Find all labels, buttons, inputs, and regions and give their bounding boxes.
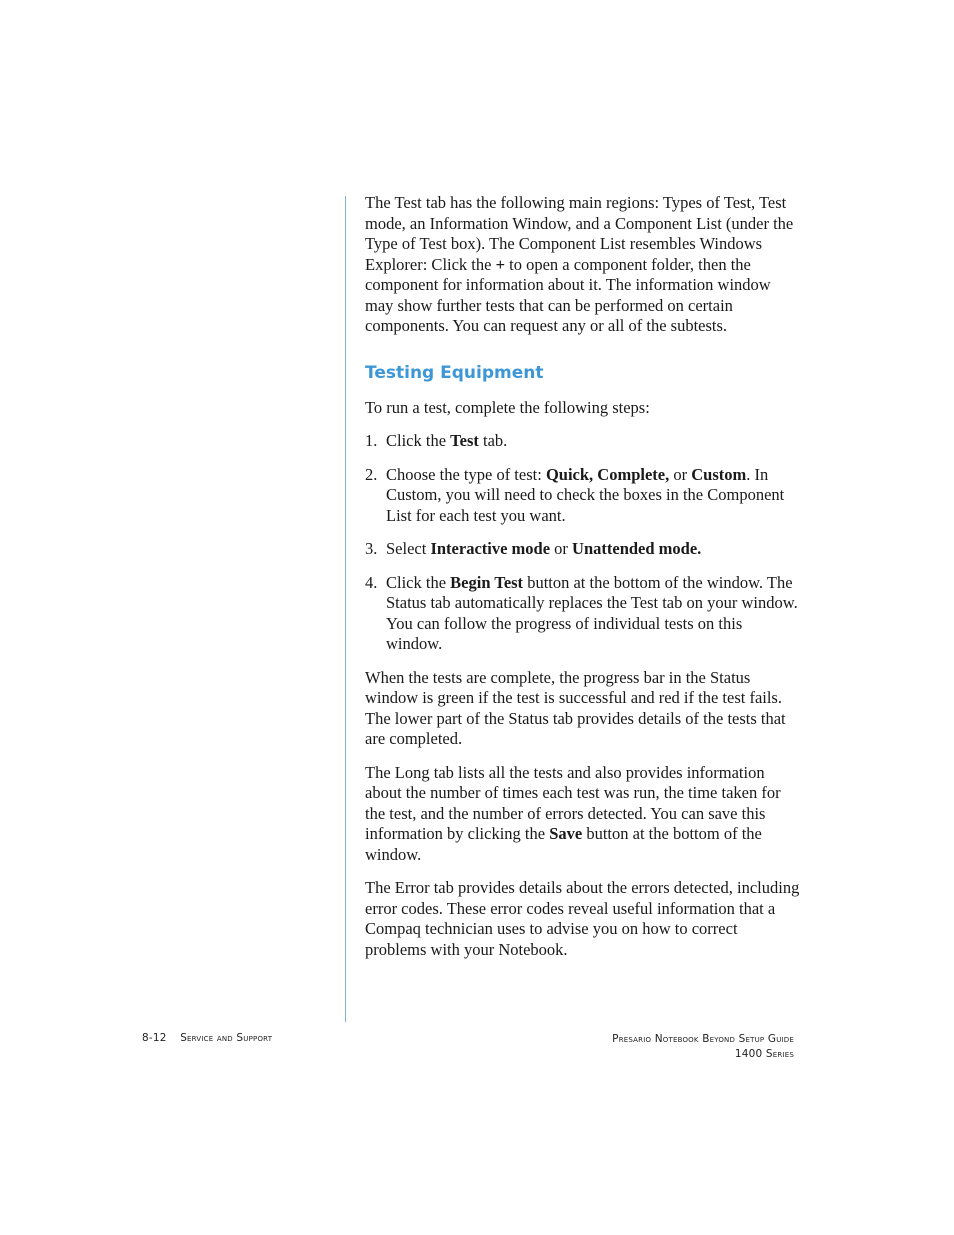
step-bold: Unattended mode. [572, 539, 702, 558]
steps-list [365, 431, 800, 655]
step-text: Choose the type of test: [386, 464, 546, 484]
footer-left [142, 1032, 272, 1044]
step-text: . In Custom, you will need to check the boxes in the Component List for each test you want. [386, 464, 785, 525]
step-item [365, 431, 800, 452]
step-bold: Custom [691, 464, 747, 484]
status-paragraph: When the tests are complete, the progress bar in the Status window is green if the test is successful and red if the test fails. The lower part of the Status tab provides details of the tests that are completed. [365, 667, 786, 748]
long-text-1: The Long tab lists all the tests and also provides information about the number of times each test was run, the time taken for the test, and the number of errors detected. You can save this information by clicking the [365, 762, 781, 843]
main-content [365, 193, 800, 973]
step-text: or [550, 539, 573, 558]
footer-book-title: Presario Notebook Beyond Setup Guide [612, 1033, 794, 1045]
footer-right [612, 1032, 794, 1062]
step-text: button at the bottom of the window. The Status tab automatically replaces the Test tab on your window. You can follow the progress of individual tests on this window. [386, 572, 798, 653]
margin-rule [345, 196, 346, 1022]
footer-section-title: Service and Support [180, 1032, 273, 1044]
step-bold: Interactive mode [430, 539, 551, 558]
steps-lead: To run a test, complete the following steps: [365, 397, 650, 417]
step-item [365, 465, 800, 527]
step-number: 1. [365, 431, 378, 450]
step-item [365, 539, 800, 560]
step-number: 2. [365, 464, 378, 484]
step-bold: Begin Test [450, 572, 524, 592]
section-heading: Testing Equipment [365, 362, 544, 383]
step-text: tab. [478, 431, 508, 450]
intro-paragraph [365, 193, 800, 337]
page-number: 8-12 [142, 1032, 167, 1044]
step-text: Select [386, 539, 431, 558]
long-tab-paragraph [365, 763, 800, 866]
step-text: or [669, 464, 692, 484]
footer-series: 1400 Series [734, 1048, 794, 1060]
error-tab-paragraph: The Error tab provides details about the errors detected, including error codes. These error codes reveal useful information that a Compaq technician uses to advise you on how to correct problems with your Notebook. [365, 878, 800, 959]
step-bold: Test [450, 431, 479, 450]
long-text-2: button at the bottom of the window. [365, 824, 762, 864]
step-number: 4. [365, 572, 378, 592]
plus-symbol: + [495, 254, 505, 274]
step-text: Click the [386, 431, 451, 450]
save-bold: Save [549, 824, 583, 843]
intro-text-1: The Test tab has the following main regions: Types of Test, Test mode, an Information Window, and a Component List (under the Type of Test box). The Component List resembles Windows Explorer: Click the [365, 193, 794, 274]
step-item [365, 573, 800, 655]
step-number: 3. [365, 539, 378, 558]
step-text: Click the [386, 572, 451, 592]
step-bold: Quick, Complete, [545, 464, 670, 484]
intro-text-2: to open a component folder, then the component for information about it. The information window may show further tests that can be performed on certain components. You can request any or all of the subtests. [365, 254, 771, 335]
